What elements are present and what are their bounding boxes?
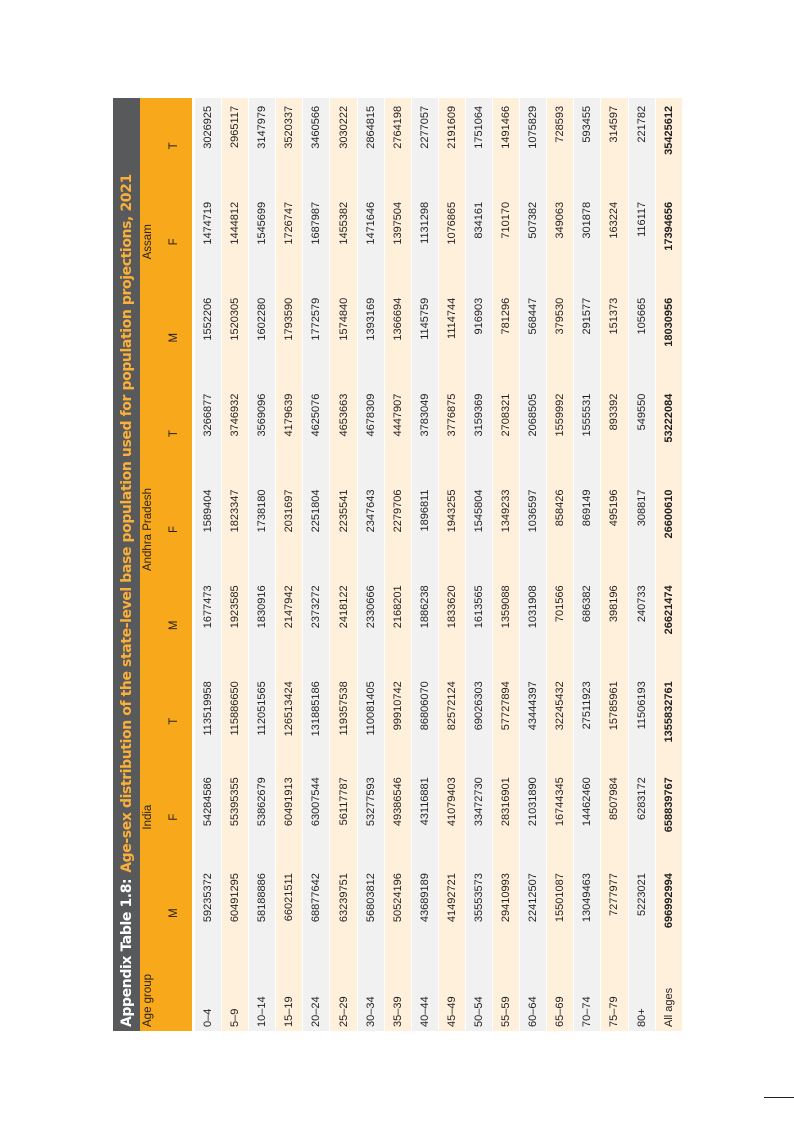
value-cell: 593455 [574, 98, 601, 194]
value-cell: 507382 [520, 194, 547, 290]
table-row [249, 98, 276, 1031]
value-cell: 99910742 [384, 673, 411, 769]
value-cell: 1772579 [303, 290, 330, 386]
value-cell: 1833620 [438, 577, 465, 673]
value-cell: 549550 [628, 386, 655, 482]
value-cell: 1491466 [493, 98, 520, 194]
value-cell: 55395355 [222, 769, 249, 865]
age-group-cell: 40–44 [411, 961, 438, 1031]
value-cell: 4447907 [384, 386, 411, 482]
value-cell: 28316901 [493, 769, 520, 865]
value-cell: 221782 [628, 98, 655, 194]
table-row [222, 98, 249, 1031]
age-group-cell: 10–14 [249, 961, 276, 1031]
subheader-india-f: F [155, 769, 194, 865]
value-cell: 1520305 [222, 290, 249, 386]
value-cell: 1793590 [276, 290, 303, 386]
value-cell: 1349233 [493, 482, 520, 578]
subheader-assam-t: T [155, 98, 194, 194]
table-row [520, 98, 547, 1031]
value-cell: 1687987 [303, 194, 330, 290]
value-cell: 11506193 [628, 673, 655, 769]
value-cell: 13049463 [574, 865, 601, 961]
age-group-cell: 25–29 [330, 961, 357, 1031]
table-row [194, 98, 222, 1031]
value-cell: 41079403 [438, 769, 465, 865]
value-cell: 68877642 [303, 865, 330, 961]
value-cell: 86806070 [411, 673, 438, 769]
value-cell: 1923585 [222, 577, 249, 673]
value-cell: 781296 [493, 290, 520, 386]
value-cell: 57727894 [493, 673, 520, 769]
value-cell: 3776875 [438, 386, 465, 482]
value-cell: 1145759 [411, 290, 438, 386]
value-cell: 1359088 [493, 577, 520, 673]
value-cell: 3783049 [411, 386, 438, 482]
value-cell: 3030222 [330, 98, 357, 194]
value-cell: 112051565 [249, 673, 276, 769]
value-cell: 53277593 [357, 769, 384, 865]
value-cell: 398196 [601, 577, 628, 673]
age-group-header: Age group [140, 961, 155, 1031]
value-cell: 6283172 [628, 769, 655, 865]
value-cell: 1896811 [411, 482, 438, 578]
value-cell: 858426 [547, 482, 574, 578]
table-row [303, 98, 330, 1031]
value-cell: 56803812 [357, 865, 384, 961]
age-group-cell: 15–19 [276, 961, 303, 1031]
value-cell: 53222084 [655, 386, 682, 482]
age-group-cell: 60–64 [520, 961, 547, 1031]
table-row [547, 98, 574, 1031]
value-cell: 53862679 [249, 769, 276, 865]
value-cell: 16744345 [547, 769, 574, 865]
value-cell: 2965117 [222, 98, 249, 194]
subheader-blank [155, 961, 194, 1031]
table-row [330, 98, 357, 1031]
subheader-india-t: T [155, 673, 194, 769]
value-cell: 1471646 [357, 194, 384, 290]
table-row [493, 98, 520, 1031]
value-cell: 1574840 [330, 290, 357, 386]
value-cell: 8507984 [601, 769, 628, 865]
value-cell: 2147942 [276, 577, 303, 673]
table-body [194, 98, 683, 1031]
subheader-india-m: M [155, 865, 194, 961]
value-cell: 35425612 [655, 98, 682, 194]
value-cell: 2347643 [357, 482, 384, 578]
value-cell: 59235372 [194, 865, 222, 961]
value-cell: 18030956 [655, 290, 682, 386]
value-cell: 49386546 [384, 769, 411, 865]
value-cell: 834161 [465, 194, 492, 290]
value-cell: 151373 [601, 290, 628, 386]
table-row [574, 98, 601, 1031]
value-cell: 1075829 [520, 98, 547, 194]
value-cell: 301878 [574, 194, 601, 290]
value-cell: 4625076 [303, 386, 330, 482]
value-cell: 696992994 [655, 865, 682, 961]
population-table [140, 98, 683, 1031]
table-row [628, 98, 655, 1031]
table-row [601, 98, 628, 1031]
group-header-assam: Assam [140, 98, 155, 386]
value-cell: 916903 [465, 290, 492, 386]
value-cell: 27511923 [574, 673, 601, 769]
table-title-text: Age-sex distribution of the state-level base population used for population projections, 2021 [118, 174, 135, 873]
age-group-cell: 80+ [628, 961, 655, 1031]
value-cell: 1131298 [411, 194, 438, 290]
age-group-cell: 55–59 [493, 961, 520, 1031]
value-cell: 3266877 [194, 386, 222, 482]
value-cell: 2251804 [303, 482, 330, 578]
subheader-ap-f: F [155, 482, 194, 578]
value-cell: 7277977 [601, 865, 628, 961]
page-corner-rule [764, 1097, 794, 1098]
value-cell: 658839767 [655, 769, 682, 865]
value-cell: 1366694 [384, 290, 411, 386]
value-cell: 686382 [574, 577, 601, 673]
table-row [384, 98, 411, 1031]
age-group-cell: 75–79 [601, 961, 628, 1031]
value-cell: 41492721 [438, 865, 465, 961]
value-cell: 2068505 [520, 386, 547, 482]
value-cell: 113519958 [194, 673, 222, 769]
value-cell: 1613565 [465, 577, 492, 673]
value-cell: 1545699 [249, 194, 276, 290]
age-group-cell: 35–39 [384, 961, 411, 1031]
value-cell: 4653663 [330, 386, 357, 482]
value-cell: 1036597 [520, 482, 547, 578]
table-row [411, 98, 438, 1031]
value-cell: 4678309 [357, 386, 384, 482]
value-cell: 314597 [601, 98, 628, 194]
value-cell: 3569096 [249, 386, 276, 482]
value-cell: 2708321 [493, 386, 520, 482]
table-title [113, 98, 140, 1031]
group-header-andhra-pradesh: Andhra Pradesh [140, 386, 155, 674]
value-cell: 2277057 [411, 98, 438, 194]
value-cell: 17394656 [655, 194, 682, 290]
value-cell: 60491295 [222, 865, 249, 961]
value-cell: 1545804 [465, 482, 492, 578]
table-row [357, 98, 384, 1031]
value-cell: 1943255 [438, 482, 465, 578]
table-row [276, 98, 303, 1031]
value-cell: 1823347 [222, 482, 249, 578]
subheader-assam-f: F [155, 194, 194, 290]
value-cell: 2418122 [330, 577, 357, 673]
value-cell: 33472730 [465, 769, 492, 865]
value-cell: 349063 [547, 194, 574, 290]
value-cell: 14462460 [574, 769, 601, 865]
value-cell: 3746932 [222, 386, 249, 482]
age-group-cell: 0–4 [194, 961, 222, 1031]
value-cell: 105665 [628, 290, 655, 386]
value-cell: 1474719 [194, 194, 222, 290]
age-group-cell: 70–74 [574, 961, 601, 1031]
value-cell: 728593 [547, 98, 574, 194]
value-cell: 1738180 [249, 482, 276, 578]
value-cell: 4179639 [276, 386, 303, 482]
table-row [438, 98, 465, 1031]
value-cell: 2764198 [384, 98, 411, 194]
value-cell: 1444812 [222, 194, 249, 290]
value-cell: 29410993 [493, 865, 520, 961]
table-row [465, 98, 492, 1031]
value-cell: 1393169 [357, 290, 384, 386]
value-cell: 15785961 [601, 673, 628, 769]
age-group-cell: 65–69 [547, 961, 574, 1031]
value-cell: 116117 [628, 194, 655, 290]
value-cell: 1455382 [330, 194, 357, 290]
value-cell: 1552206 [194, 290, 222, 386]
subheader-ap-t: T [155, 386, 194, 482]
value-cell: 115886650 [222, 673, 249, 769]
value-cell: 379530 [547, 290, 574, 386]
value-cell: 1726747 [276, 194, 303, 290]
value-cell: 163224 [601, 194, 628, 290]
value-cell: 15501087 [547, 865, 574, 961]
value-cell: 1751064 [465, 98, 492, 194]
value-cell: 568447 [520, 290, 547, 386]
value-cell: 3520337 [276, 98, 303, 194]
value-cell: 63239751 [330, 865, 357, 961]
value-cell: 1559992 [547, 386, 574, 482]
value-cell: 1031908 [520, 577, 547, 673]
age-group-cell: 50–54 [465, 961, 492, 1031]
value-cell: 43116881 [411, 769, 438, 865]
value-cell: 2235541 [330, 482, 357, 578]
value-cell: 1830916 [249, 577, 276, 673]
value-cell: 240733 [628, 577, 655, 673]
value-cell: 131885186 [303, 673, 330, 769]
value-cell: 701566 [547, 577, 574, 673]
value-cell: 308817 [628, 482, 655, 578]
value-cell: 2168201 [384, 577, 411, 673]
value-cell: 82572124 [438, 673, 465, 769]
value-cell: 22412507 [520, 865, 547, 961]
value-cell: 2279706 [384, 482, 411, 578]
group-header-india: India [140, 673, 155, 961]
value-cell: 54284586 [194, 769, 222, 865]
age-group-cell: All ages [655, 961, 682, 1031]
value-cell: 869149 [574, 482, 601, 578]
age-group-cell: 30–34 [357, 961, 384, 1031]
table-title-prefix: Appendix Table 1.8: [118, 878, 135, 1027]
header-row-groups [140, 98, 155, 1031]
value-cell: 21031890 [520, 769, 547, 865]
value-cell: 2864815 [357, 98, 384, 194]
value-cell: 63007544 [303, 769, 330, 865]
age-group-cell: 45–49 [438, 961, 465, 1031]
age-group-cell: 20–24 [303, 961, 330, 1031]
value-cell: 69026303 [465, 673, 492, 769]
value-cell: 43444397 [520, 673, 547, 769]
rotated-table-container [113, 98, 675, 1031]
value-cell: 1602280 [249, 290, 276, 386]
value-cell: 1397504 [384, 194, 411, 290]
value-cell: 2330666 [357, 577, 384, 673]
age-group-cell: 5–9 [222, 961, 249, 1031]
value-cell: 26621474 [655, 577, 682, 673]
header-row-subs [155, 98, 194, 1031]
value-cell: 119357538 [330, 673, 357, 769]
value-cell: 495196 [601, 482, 628, 578]
value-cell: 50524196 [384, 865, 411, 961]
value-cell: 56117787 [330, 769, 357, 865]
subheader-assam-m: M [155, 290, 194, 386]
value-cell: 1355832761 [655, 673, 682, 769]
value-cell: 893392 [601, 386, 628, 482]
value-cell: 3460566 [303, 98, 330, 194]
value-cell: 710170 [493, 194, 520, 290]
value-cell: 110081405 [357, 673, 384, 769]
value-cell: 35553573 [465, 865, 492, 961]
value-cell: 1114744 [438, 290, 465, 386]
value-cell: 2373272 [303, 577, 330, 673]
value-cell: 3159369 [465, 386, 492, 482]
value-cell: 1555531 [574, 386, 601, 482]
value-cell: 3147979 [249, 98, 276, 194]
subheader-ap-m: M [155, 577, 194, 673]
value-cell: 66021511 [276, 865, 303, 961]
value-cell: 2031697 [276, 482, 303, 578]
table-total-row [655, 98, 682, 1031]
value-cell: 1677473 [194, 577, 222, 673]
value-cell: 5223021 [628, 865, 655, 961]
value-cell: 1589404 [194, 482, 222, 578]
value-cell: 126513424 [276, 673, 303, 769]
value-cell: 26600610 [655, 482, 682, 578]
value-cell: 2191609 [438, 98, 465, 194]
value-cell: 1886238 [411, 577, 438, 673]
value-cell: 1076865 [438, 194, 465, 290]
value-cell: 32245432 [547, 673, 574, 769]
value-cell: 43689189 [411, 865, 438, 961]
value-cell: 58188886 [249, 865, 276, 961]
value-cell: 291577 [574, 290, 601, 386]
value-cell: 3026925 [194, 98, 222, 194]
value-cell: 60491913 [276, 769, 303, 865]
